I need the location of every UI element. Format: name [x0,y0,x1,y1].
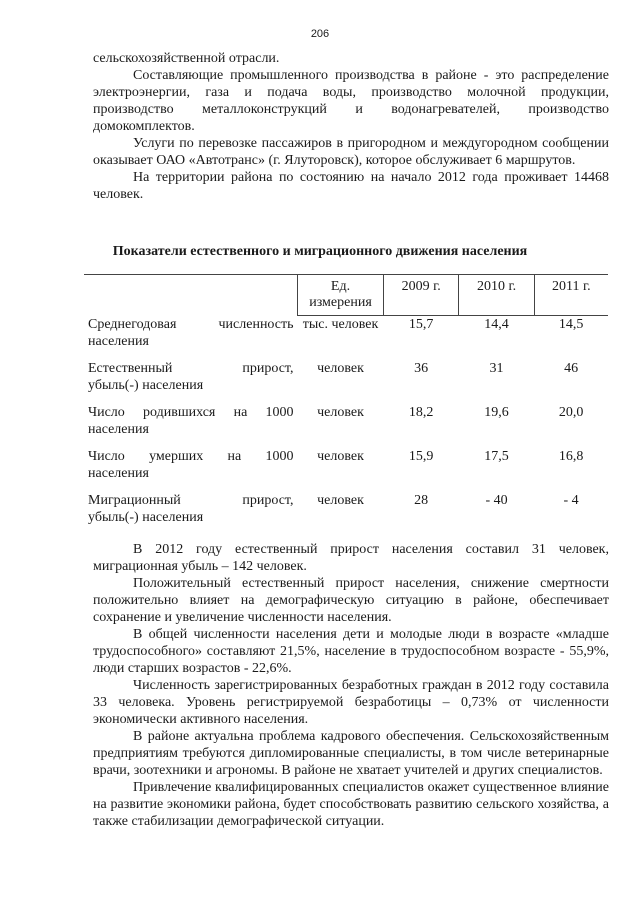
row-label-line1: Миграционный прирост, [88,492,294,508]
paragraph-staffing: В районе актуальна проблема кадрового обеспечения. Сельскохозяйственным предприятиям требуются дипломированные специалисты, в том числе ветеринарные врачи, зоотехники и агрономы. В районе не хватает учителей и других специалистов. [93,729,609,778]
page-number: 206 [310,28,330,40]
row-label [84,404,298,448]
paragraph-population: На территории района по состоянию на начало 2012 года проживает 14468 человек. [93,170,609,202]
paragraph-specialists: Привлечение квалифицированных специалистов окажет существенное влияние на развитие экономики района, будет способствовать развитию сельского хозяйства, а также стабилизации демографической ситуации. [93,780,609,829]
population-table [84,274,608,536]
row-value-2011: 16,8 [558,448,584,464]
table-row [84,316,608,360]
table-header-row [84,275,608,316]
row-value-2010: 17,5 [484,448,509,464]
table-title: Показатели естественного и миграционного движения населения [112,244,528,259]
row-label [84,448,298,492]
paragraph-age-structure: В общей численности населения дети и молодые люди в возрасте «младше трудоспособного» составляют 21,5%, население в трудоспособном возрасте - 55,9%, люди старших возрастов - 22,6%. [93,627,609,676]
row-label-line1: Среднегодовая численность [88,316,294,332]
row-label-line2: населения [88,333,149,349]
table-row [84,360,608,404]
header-2009: 2009 г. [384,275,459,316]
header-unit: Ед. измерения [298,275,384,316]
row-label [84,360,298,404]
paragraph-transport: Услуги по перевозке пассажиров в пригородном и междугородном сообщении оказывает ОАО «Автотранс» (г. Ялуторовск), которое обслуживает 6 маршрутов. [93,136,609,168]
row-value-2009: 18,2 [408,404,434,420]
row-value-2010: 31 [489,360,504,376]
table-row [84,404,608,448]
row-label-line2: населения [88,465,149,481]
row-label-line1: Число умерших на 1000 [88,448,294,464]
table-row [84,448,608,492]
row-value-2009: 15,9 [408,448,434,464]
paragraph-unemployment: Численность зарегистрированных безработных граждан в 2012 году составила 33 человека. Уровень регистрируемой безработицы – 0,73% от численности экономически активного населения. [93,678,609,727]
top-text-block [93,50,609,203]
row-value-2011: - 4 [563,492,579,508]
row-value-2011: 14,5 [558,317,584,332]
row-value-2009: 28 [414,492,429,508]
row-label-line2: населения [88,421,149,437]
row-value-2009: 36 [414,360,429,376]
header-2011: 2011 г. [534,275,608,316]
row-value-2010: - 40 [485,492,508,508]
row-label-line1: Число родившихся на 1000 [88,404,294,420]
row-value-2009: 15,7 [408,317,434,332]
row-unit: человек [317,492,364,508]
row-value-2010: 19,6 [484,404,509,420]
row-unit: человек [317,360,364,376]
row-value-2011: 46 [564,360,579,376]
row-label-line1: Естественный прирост, [88,360,294,376]
paragraph-industry: Составляющие промышленного производства в районе - это распределение электроэнергии, газа и подача воды, производство молочной продукции, производство металлоконструкций и водонагревателей, производство домокомплектов. [93,68,609,134]
paragraph-continuation: сельскохозяйственной отрасли. [93,51,280,66]
row-label [84,492,298,536]
row-label-line2: убыль(-) населения [88,377,204,393]
row-label-line2: убыль(-) населения [88,509,204,525]
bottom-text-block [93,541,609,830]
row-label [84,316,298,360]
paragraph-positive-growth: Положительный естественный прирост населения, снижение смертности положительно влияет на демографическую ситуацию в районе, обеспечивает сохранение и увеличение численности населения. [93,576,609,625]
row-value-2010: 14,4 [484,317,509,332]
row-unit: человек [317,404,364,420]
row-value-2011: 20,0 [558,404,584,420]
header-2010: 2010 г. [459,275,534,316]
row-unit: человек [317,448,364,464]
row-unit: тыс. человек [302,317,379,332]
table-row [84,492,608,536]
header-empty [84,275,298,316]
paragraph-2012-growth: В 2012 году естественный прирост населения составил 31 человек, миграционная убыль – 142 человек. [93,542,609,574]
